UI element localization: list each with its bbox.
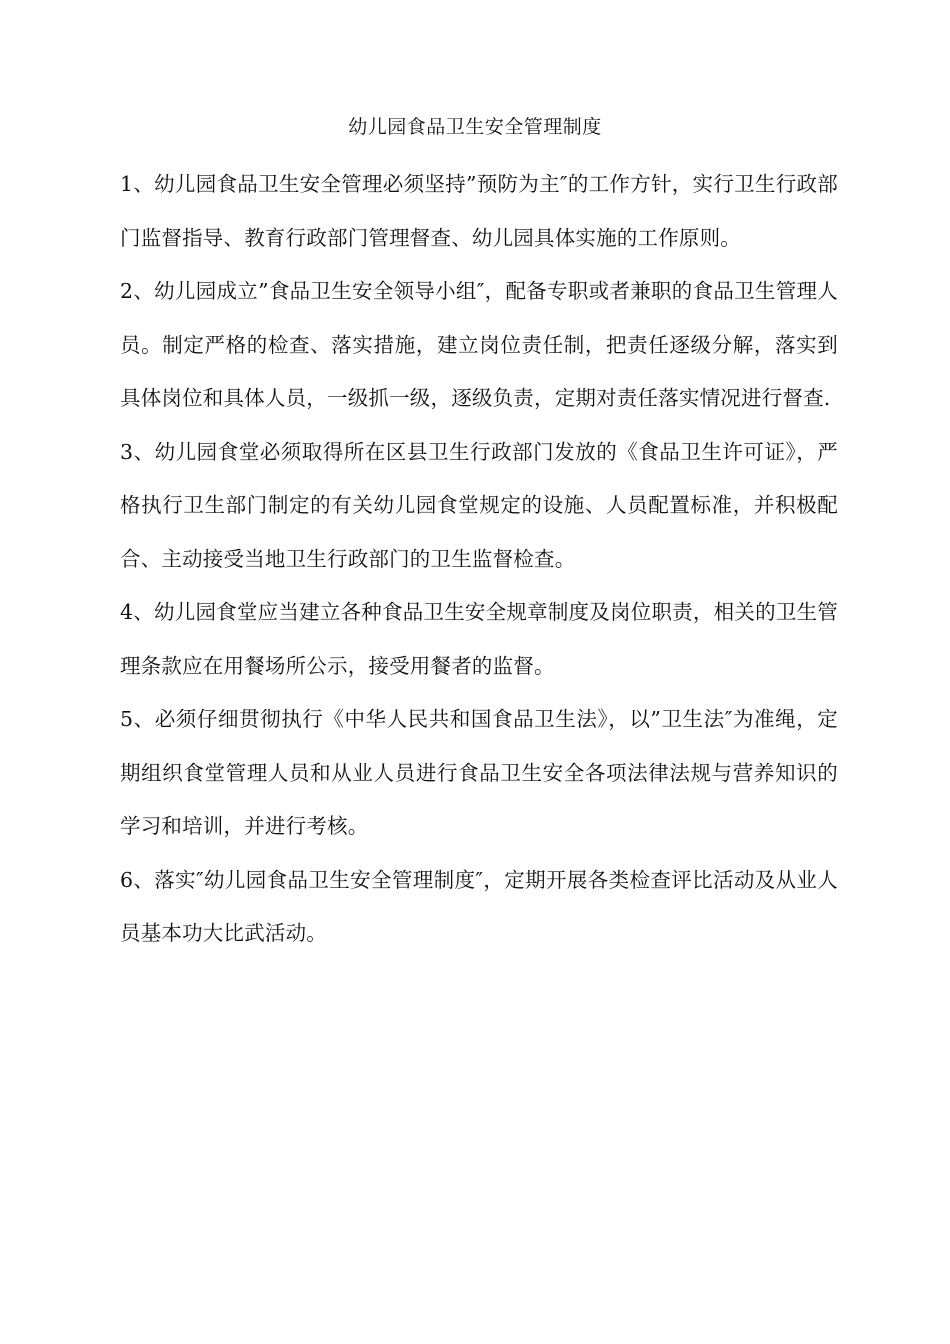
paragraph-3: 3、幼儿园食堂必须取得所在区县卫生行政部门发放的《食品卫生许可证》，严格执行卫生部门制定的有关幼儿园食堂规定的设施、人员配置标准，并积极配合、主动接受当地卫生行政部门的卫生监督检查。 xyxy=(120,439,838,571)
document-title: 幼儿园食品卫生安全管理制度 xyxy=(348,116,602,138)
paragraph-5: 5、必须仔细贯彻执行《中华人民共和国食品卫生法》，以”卫生法″为准绳，定期组织食堂管理人员和从业人员进行食品卫生安全各项法律法规与营养知识的学习和培训，并进行考核。 xyxy=(120,707,838,838)
paragraph-4: 4、幼儿园食堂应当建立各种食品卫生安全规章制度及岗位职责，相关的卫生管理条款应在用餐场所公示，接受用餐者的监督。 xyxy=(120,600,838,678)
document-body xyxy=(120,158,838,961)
paragraph-1: 1、幼儿园食品卫生安全管理必须坚持”预防为主″的工作方针，实行卫生行政部门监督指导、教育行政部门管理督查、幼儿园具体实施的工作原则。 xyxy=(120,172,838,250)
paragraph-2: 2、幼儿园成立”食品卫生安全领导小组″，配备专职或者兼职的食品卫生管理人员。制定严格的检查、落实措施，建立岗位责任制，把责任逐级分解，落实到具体岗位和具体人员，一级抓一级，逐级负责，定期对责任落实情况进行督查. xyxy=(120,279,838,410)
paragraph-6: 6、落实″幼儿园食品卫生安全管理制度″，定期开展各类检查评比活动及从业人员基本功大比武活动。 xyxy=(120,867,838,945)
